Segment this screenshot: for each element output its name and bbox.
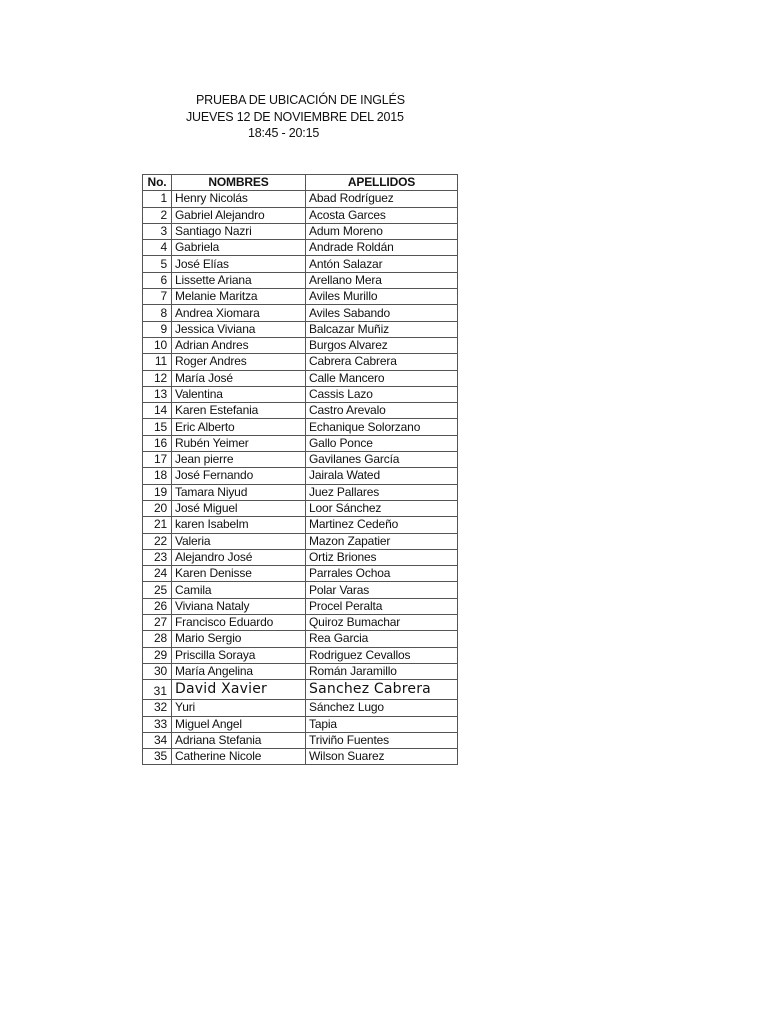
row-apellidos: Cabrera Cabrera xyxy=(306,354,458,370)
row-nombres: Adrian Andres xyxy=(172,337,306,353)
row-number: 27 xyxy=(143,615,172,631)
row-apellidos: Gallo Ponce xyxy=(306,435,458,451)
table-body xyxy=(143,191,458,765)
student-roster-table xyxy=(142,174,458,765)
row-nombres: Yuri xyxy=(172,700,306,716)
row-nombres: Alejandro José xyxy=(172,549,306,565)
row-nombres: José Fernando xyxy=(172,468,306,484)
row-number: 19 xyxy=(143,484,172,500)
row-apellidos: Sánchez Lugo xyxy=(306,700,458,716)
row-apellidos: Ortiz Briones xyxy=(306,549,458,565)
row-apellidos: Parrales Ochoa xyxy=(306,566,458,582)
row-apellidos: Polar Varas xyxy=(306,582,458,598)
table-row xyxy=(143,615,458,631)
row-nombres: Priscilla Soraya xyxy=(172,647,306,663)
row-nombres: Karen Denisse xyxy=(172,566,306,582)
row-apellidos: Juez Pallares xyxy=(306,484,458,500)
row-apellidos: Adum Moreno xyxy=(306,223,458,239)
row-apellidos: Aviles Murillo xyxy=(306,289,458,305)
row-number: 14 xyxy=(143,403,172,419)
row-nombres: Camila xyxy=(172,582,306,598)
row-number: 16 xyxy=(143,435,172,451)
table-row xyxy=(143,549,458,565)
row-nombres: karen Isabelm xyxy=(172,517,306,533)
table-row xyxy=(143,419,458,435)
row-number: 18 xyxy=(143,468,172,484)
table-row xyxy=(143,386,458,402)
row-number: 32 xyxy=(143,700,172,716)
row-apellidos: Andrade Roldán xyxy=(306,240,458,256)
row-number: 13 xyxy=(143,386,172,402)
row-number: 6 xyxy=(143,272,172,288)
row-nombres: Francisco Eduardo xyxy=(172,615,306,631)
row-nombres: Valeria xyxy=(172,533,306,549)
table-row xyxy=(143,240,458,256)
table-row xyxy=(143,289,458,305)
row-number: 10 xyxy=(143,337,172,353)
row-apellidos: Procel Peralta xyxy=(306,598,458,614)
row-number: 7 xyxy=(143,289,172,305)
row-number: 25 xyxy=(143,582,172,598)
row-nombres: Rubén Yeimer xyxy=(172,435,306,451)
row-number: 3 xyxy=(143,223,172,239)
document-date: JUEVES 12 DE NOVIEMBRE DEL 2015 xyxy=(186,109,404,124)
table-row xyxy=(143,533,458,549)
table-row xyxy=(143,732,458,748)
row-number: 5 xyxy=(143,256,172,272)
table-row xyxy=(143,256,458,272)
row-apellidos: Rodriguez Cevallos xyxy=(306,647,458,663)
table-row xyxy=(143,207,458,223)
row-apellidos: Martinez Cedeño xyxy=(306,517,458,533)
row-number: 31 xyxy=(143,680,172,700)
row-number: 17 xyxy=(143,452,172,468)
table-row xyxy=(143,223,458,239)
row-apellidos: Castro Arevalo xyxy=(306,403,458,419)
table-row xyxy=(143,663,458,679)
row-apellidos: Aviles Sabando xyxy=(306,305,458,321)
table-row xyxy=(143,435,458,451)
row-nombres: David Xavier xyxy=(172,680,306,700)
row-nombres: José Miguel xyxy=(172,500,306,516)
row-apellidos: Gavilanes García xyxy=(306,452,458,468)
row-number: 12 xyxy=(143,370,172,386)
row-apellidos: Jairala Wated xyxy=(306,468,458,484)
column-header-no: No. xyxy=(143,175,172,191)
row-number: 29 xyxy=(143,647,172,663)
row-number: 26 xyxy=(143,598,172,614)
column-header-nombres: NOMBRES xyxy=(172,175,306,191)
table-row xyxy=(143,272,458,288)
row-nombres: Eric Alberto xyxy=(172,419,306,435)
row-apellidos: Quiroz Bumachar xyxy=(306,615,458,631)
table-row xyxy=(143,452,458,468)
row-nombres: Valentina xyxy=(172,386,306,402)
row-nombres: Henry Nicolás xyxy=(172,191,306,207)
row-nombres: Catherine Nicole xyxy=(172,749,306,765)
row-nombres: Karen Estefania xyxy=(172,403,306,419)
table-row xyxy=(143,500,458,516)
row-number: 35 xyxy=(143,749,172,765)
table-row xyxy=(143,468,458,484)
row-number: 23 xyxy=(143,549,172,565)
table-row xyxy=(143,582,458,598)
row-number: 21 xyxy=(143,517,172,533)
row-apellidos: Abad Rodríguez xyxy=(306,191,458,207)
table-row xyxy=(143,700,458,716)
row-number: 2 xyxy=(143,207,172,223)
row-number: 24 xyxy=(143,566,172,582)
table-row xyxy=(143,370,458,386)
row-number: 15 xyxy=(143,419,172,435)
row-nombres: Gabriela xyxy=(172,240,306,256)
document-title: PRUEBA DE UBICACIÓN DE INGLÉS xyxy=(196,93,405,107)
row-nombres: Santiago Nazri xyxy=(172,223,306,239)
table-row xyxy=(143,354,458,370)
table-row xyxy=(143,680,458,700)
row-nombres: Lissette Ariana xyxy=(172,272,306,288)
table-row xyxy=(143,647,458,663)
table-row xyxy=(143,566,458,582)
table-row xyxy=(143,598,458,614)
table-row xyxy=(143,716,458,732)
row-nombres: Andrea Xiomara xyxy=(172,305,306,321)
row-number: 1 xyxy=(143,191,172,207)
table-row xyxy=(143,631,458,647)
row-number: 11 xyxy=(143,354,172,370)
row-nombres: Adriana Stefania xyxy=(172,732,306,748)
row-apellidos: Rea Garcia xyxy=(306,631,458,647)
row-apellidos: Román Jaramillo xyxy=(306,663,458,679)
table-row xyxy=(143,337,458,353)
row-number: 33 xyxy=(143,716,172,732)
table-row xyxy=(143,749,458,765)
row-nombres: Miguel Angel xyxy=(172,716,306,732)
table-row xyxy=(143,403,458,419)
table-row xyxy=(143,305,458,321)
row-apellidos: Mazon Zapatier xyxy=(306,533,458,549)
row-apellidos: Arellano Mera xyxy=(306,272,458,288)
row-nombres: Melanie Maritza xyxy=(172,289,306,305)
row-nombres: Tamara Niyud xyxy=(172,484,306,500)
row-apellidos: Acosta Garces xyxy=(306,207,458,223)
row-number: 4 xyxy=(143,240,172,256)
row-apellidos: Calle Mancero xyxy=(306,370,458,386)
document-time: 18:45 - 20:15 xyxy=(248,126,320,140)
row-apellidos: Sanchez Cabrera xyxy=(306,680,458,700)
row-nombres: María Angelina xyxy=(172,663,306,679)
document-header xyxy=(150,92,470,142)
row-nombres: María José xyxy=(172,370,306,386)
table-header-row xyxy=(143,175,458,191)
row-nombres: Viviana Nataly xyxy=(172,598,306,614)
row-apellidos: Echanique Solorzano xyxy=(306,419,458,435)
row-number: 28 xyxy=(143,631,172,647)
row-apellidos: Burgos Alvarez xyxy=(306,337,458,353)
row-apellidos: Triviño Fuentes xyxy=(306,732,458,748)
row-nombres: Mario Sergio xyxy=(172,631,306,647)
row-number: 34 xyxy=(143,732,172,748)
column-header-apellidos: APELLIDOS xyxy=(306,175,458,191)
row-apellidos: Wilson Suarez xyxy=(306,749,458,765)
row-number: 20 xyxy=(143,500,172,516)
table-row xyxy=(143,321,458,337)
row-apellidos: Tapia xyxy=(306,716,458,732)
row-apellidos: Balcazar Muñiz xyxy=(306,321,458,337)
table-row xyxy=(143,484,458,500)
row-number: 30 xyxy=(143,663,172,679)
row-number: 9 xyxy=(143,321,172,337)
row-nombres: Jean pierre xyxy=(172,452,306,468)
table-row xyxy=(143,517,458,533)
row-number: 22 xyxy=(143,533,172,549)
row-nombres: Jessica Viviana xyxy=(172,321,306,337)
row-apellidos: Cassis Lazo xyxy=(306,386,458,402)
table-row xyxy=(143,191,458,207)
row-nombres: Roger Andres xyxy=(172,354,306,370)
row-apellidos: Antón Salazar xyxy=(306,256,458,272)
row-apellidos: Loor Sánchez xyxy=(306,500,458,516)
row-number: 8 xyxy=(143,305,172,321)
row-nombres: José Elías xyxy=(172,256,306,272)
row-nombres: Gabriel Alejandro xyxy=(172,207,306,223)
